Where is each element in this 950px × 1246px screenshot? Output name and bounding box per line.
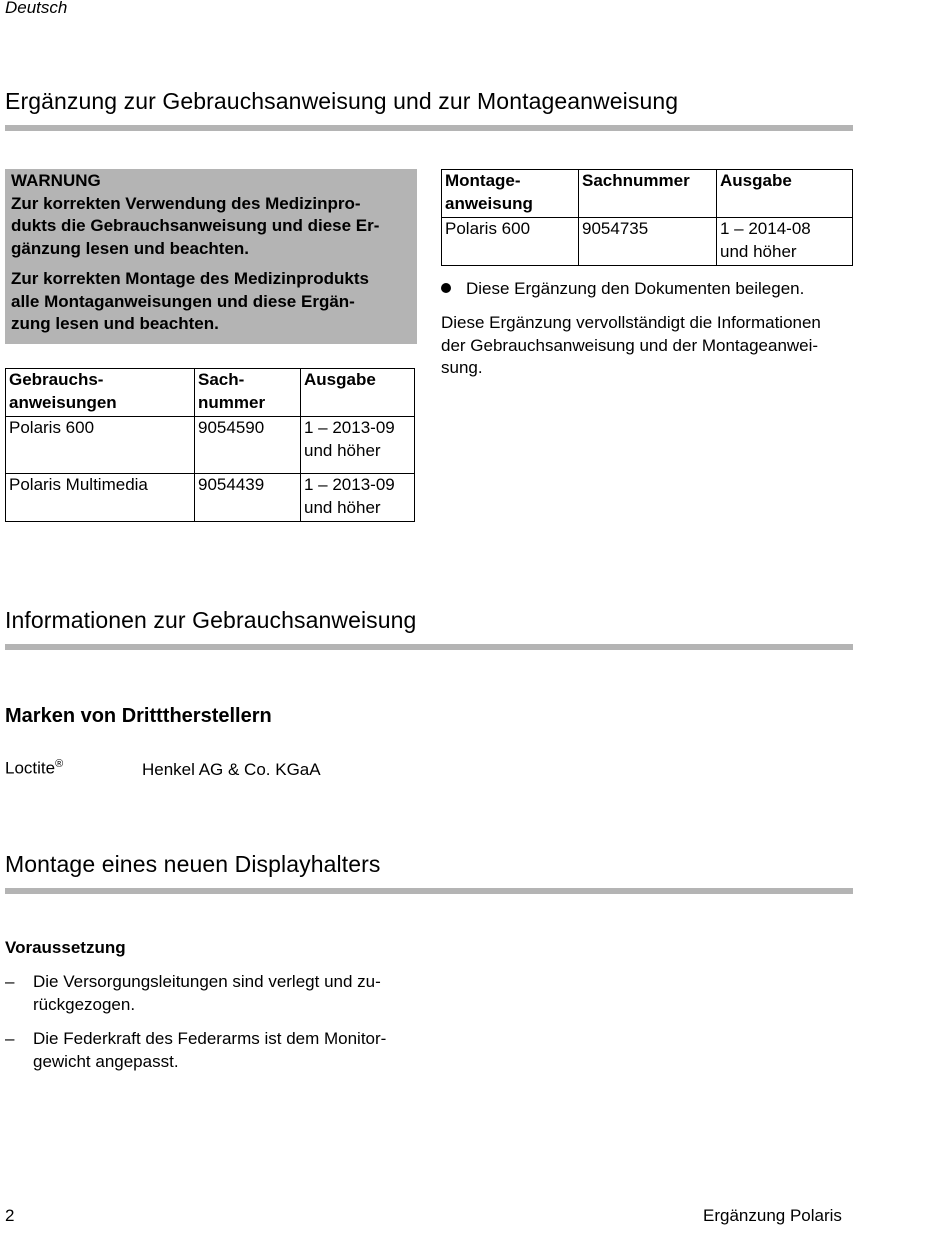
table-header-row: [6, 369, 415, 417]
subsection-title-trademarks: Marken von Dritttherstellern: [5, 705, 272, 727]
table-header-cell: Gebrauchs- anweisungen: [6, 369, 195, 417]
table-row: [6, 417, 415, 474]
table-header-cell: Ausgabe: [301, 369, 415, 417]
language-label: Deutsch: [5, 0, 68, 17]
warning-text-usage: Zur korrekten Verwendung des Medizinpro- dukts die Gebrauchsanweisung und diese Er- gänzung lesen und beachten.: [11, 193, 380, 258]
table-row: [6, 474, 415, 522]
warning-text-assembly: Zur korrekten Montage des Medizinprodukts alle Montaganweisungen und diese Ergän- zung lesen und beachten.: [11, 269, 369, 333]
trademark-owner: Henkel AG & Co. KGaA: [142, 760, 321, 779]
list-item-text: Die Federkraft des Federarms ist dem Monitor- gewicht angepasst.: [33, 1029, 387, 1071]
bullet-item: [441, 278, 804, 300]
section-title-usage-info: Informationen zur Gebrauchsanweisung: [5, 607, 417, 633]
dash-marker: –: [5, 972, 15, 991]
dash-marker: –: [5, 1029, 15, 1048]
table-cell: Polaris Multimedia: [6, 474, 195, 522]
table-header-cell: Ausgabe: [717, 170, 853, 218]
document-name: Ergänzung Polaris: [703, 1206, 842, 1225]
trademark-name: Loctite®: [5, 758, 64, 778]
table-cell: 9054590: [195, 417, 301, 474]
list-item: [5, 1028, 425, 1073]
section-rule: [5, 888, 853, 894]
section-title-display-mount: Montage eines neuen Displayhalters: [5, 851, 381, 877]
table-cell: 9054735: [579, 218, 717, 266]
table-header-cell: Montage- anweisung: [442, 170, 579, 218]
section-title-supplement: Ergänzung zur Gebrauchsanweisung und zur Montageanweisung: [5, 88, 679, 114]
table-cell: Polaris 600: [442, 218, 579, 266]
table-header-cell: Sachnummer: [579, 170, 717, 218]
usage-instructions-table: [5, 368, 415, 522]
table-cell: Polaris 600: [6, 417, 195, 474]
section-rule: [5, 644, 853, 650]
section-rule: [5, 125, 853, 131]
warning-box: [5, 169, 417, 344]
list-item: [5, 971, 425, 1016]
page-number: 2: [5, 1206, 15, 1225]
table-cell: 9054439: [195, 474, 301, 522]
assembly-instructions-table: [441, 169, 853, 266]
table-cell: 1 – 2014-08 und höher: [717, 218, 853, 266]
table-cell: 1 – 2013-09 und höher: [301, 417, 415, 474]
table-header-row: [442, 170, 853, 218]
table-header-cell: Sach- nummer: [195, 369, 301, 417]
table-cell: 1 – 2013-09 und höher: [301, 474, 415, 522]
table-row: [442, 218, 853, 266]
supplement-description: Diese Ergänzung vervollständigt die Informationen der Gebrauchsanweisung und der Montageanwei- sung.: [441, 313, 821, 377]
list-item-text: Die Versorgungsleitungen sind verlegt und zu- rückgezogen.: [33, 972, 381, 1014]
bullet-text: Diese Ergänzung den Dokumenten beilegen.: [466, 279, 805, 298]
bullet-dot-icon: [441, 283, 451, 293]
prerequisite-heading: Voraussetzung: [5, 938, 126, 957]
registered-symbol: ®: [55, 758, 64, 770]
warning-label: WARNUNG: [11, 171, 101, 190]
